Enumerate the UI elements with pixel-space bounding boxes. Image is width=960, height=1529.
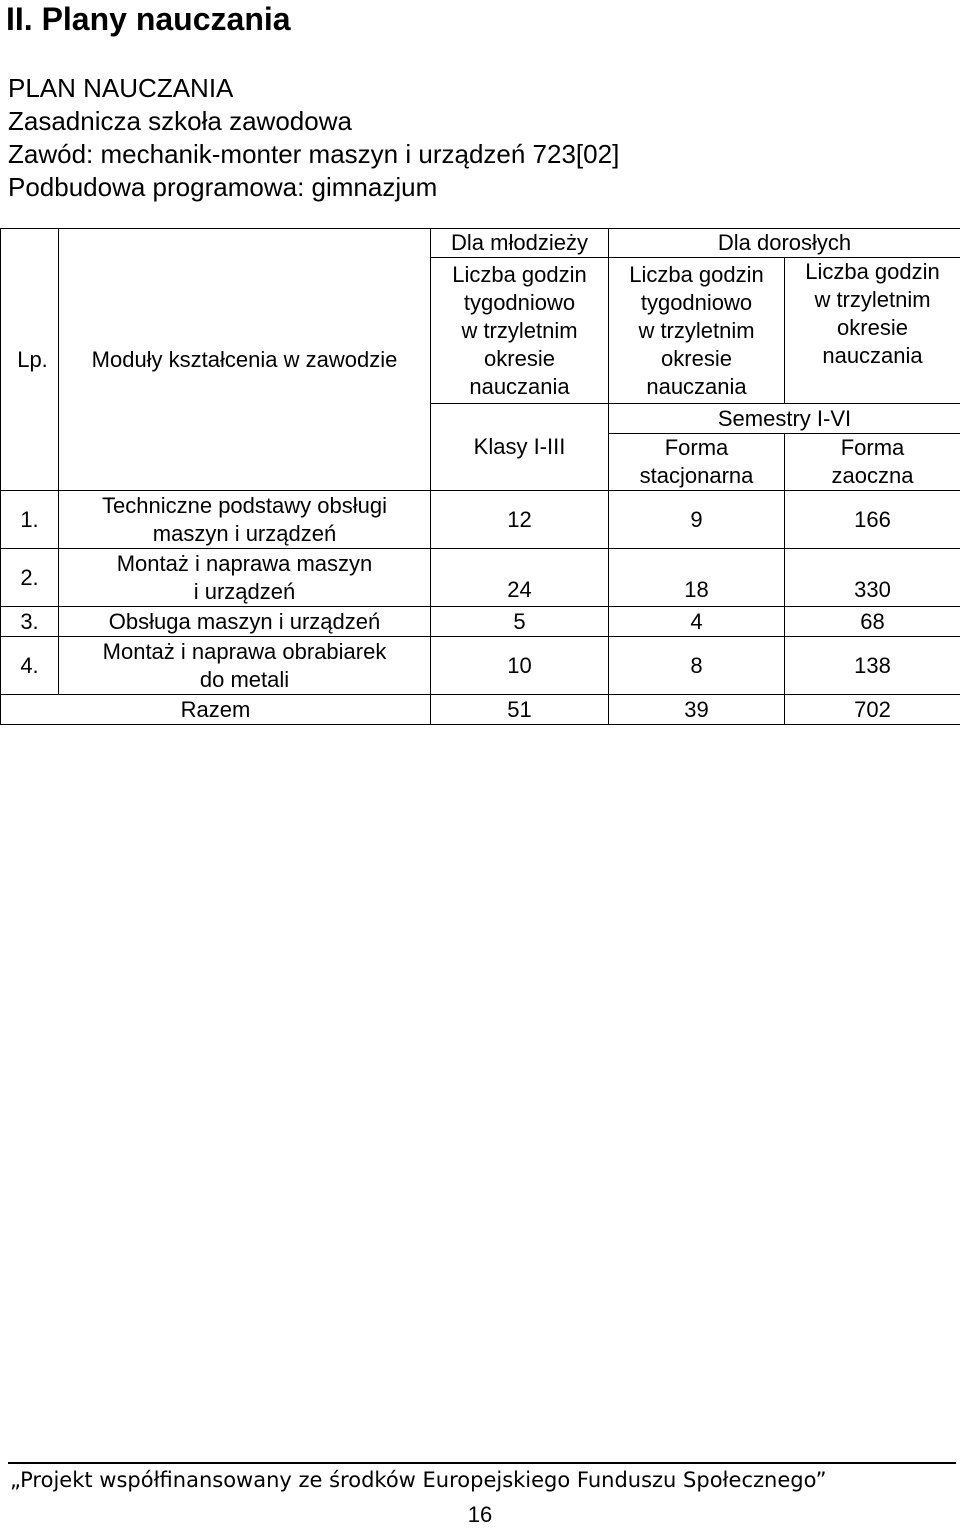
stationary-hours: 4 xyxy=(609,607,785,637)
extramural-hours: 68 xyxy=(785,607,960,637)
header-stationary xyxy=(609,434,785,490)
total-extramural: 702 xyxy=(785,695,960,725)
extramural-hours: 166 xyxy=(785,491,960,549)
extramural-hours: 138 xyxy=(785,637,960,695)
module-name xyxy=(59,491,431,549)
module-name-line: Montaż i naprawa obrabiarek xyxy=(59,638,430,666)
profession: Zawód: mechanik-monter maszyn i urządzeń 723[02] xyxy=(8,138,619,171)
header-youth-hours-line: w trzyletnim xyxy=(431,317,608,345)
total-stationary: 39 xyxy=(609,695,785,725)
header-extramural-line: Forma xyxy=(785,434,960,462)
program-basis: Podbudowa programowa: gimnazjum xyxy=(8,171,619,204)
table-row xyxy=(1,491,960,549)
header-adult-total-line: Liczba godzin xyxy=(785,258,960,286)
header-adult-weekly-line: nauczania xyxy=(609,373,784,401)
table-row xyxy=(1,637,960,695)
youth-hours: 5 xyxy=(431,607,609,637)
header-adult-total-line: nauczania xyxy=(785,342,960,370)
plan-intro xyxy=(8,72,619,204)
module-name-line: do metali xyxy=(59,666,430,694)
total-label: Razem xyxy=(1,695,431,725)
header-youth-hours-line: okresie xyxy=(431,345,608,373)
table-row xyxy=(1,549,960,607)
header-adult-weekly-hours xyxy=(609,258,785,404)
header-adult-weekly-line: tygodniowo xyxy=(609,289,784,317)
header-extramural xyxy=(785,434,960,490)
header-classes: Klasy I-III xyxy=(431,404,609,491)
footer-divider xyxy=(8,1462,956,1464)
stationary-hours: 9 xyxy=(609,491,785,549)
header-adult-total-line: w trzyletnim xyxy=(785,286,960,314)
header-semesters-forms xyxy=(609,404,960,491)
header-adult-total-line: okresie xyxy=(785,314,960,342)
module-name-line: Techniczne podstawy obsługi xyxy=(59,492,430,520)
table-row xyxy=(1,607,960,637)
header-youth: Dla młodzieży xyxy=(431,229,609,258)
stationary-hours: 8 xyxy=(609,637,785,695)
module-name: Obsługa maszyn i urządzeń xyxy=(59,607,431,637)
header-youth-hours xyxy=(431,258,609,404)
module-name-line: i urządzeń xyxy=(59,578,430,606)
row-number: 2. xyxy=(1,549,59,607)
stationary-hours: 18 xyxy=(609,549,785,607)
header-extramural-line: zaoczna xyxy=(785,462,960,490)
row-number: 4. xyxy=(1,637,59,695)
plan-title: PLAN NAUCZANIA xyxy=(8,72,619,105)
header-adult-total-hours xyxy=(785,258,960,404)
section-heading: II. Plany nauczania xyxy=(6,0,291,38)
total-row xyxy=(1,695,960,725)
school-type: Zasadnicza szkoła zawodowa xyxy=(8,105,619,138)
header-modules: Moduły kształcenia w zawodzie xyxy=(59,229,431,491)
row-number: 1. xyxy=(1,491,59,549)
footer-project-note: „Projekt współfinansowany ze środków Europejskiego Funduszu Społecznego” xyxy=(10,1466,827,1494)
header-youth-hours-line: tygodniowo xyxy=(431,289,608,317)
header-adults: Dla dorosłych xyxy=(609,229,960,258)
total-youth: 51 xyxy=(431,695,609,725)
youth-hours: 12 xyxy=(431,491,609,549)
header-stationary-line: Forma xyxy=(609,434,784,462)
header-stationary-line: stacjonarna xyxy=(609,462,784,490)
module-name xyxy=(59,549,431,607)
youth-hours: 24 xyxy=(431,549,609,607)
header-semesters: Semestry I-VI xyxy=(609,404,960,434)
extramural-hours: 330 xyxy=(785,549,960,607)
header-adult-weekly-line: Liczba godzin xyxy=(609,261,784,289)
header-adult-weekly-line: okresie xyxy=(609,345,784,373)
module-name xyxy=(59,637,431,695)
forms-row xyxy=(609,434,960,490)
header-row-groups xyxy=(1,229,960,258)
module-name-line: maszyn i urządzeń xyxy=(59,520,430,548)
semesters-forms-wrap xyxy=(609,404,960,490)
youth-hours: 10 xyxy=(431,637,609,695)
header-lp: Lp. xyxy=(1,229,59,491)
header-adult-weekly-line: w trzyletnim xyxy=(609,317,784,345)
header-youth-hours-line: Liczba godzin xyxy=(431,261,608,289)
header-youth-hours-line: nauczania xyxy=(431,373,608,401)
module-name-line: Montaż i naprawa maszyn xyxy=(59,550,430,578)
curriculum-table xyxy=(0,228,960,725)
page-number: 16 xyxy=(0,1501,960,1529)
row-number: 3. xyxy=(1,607,59,637)
